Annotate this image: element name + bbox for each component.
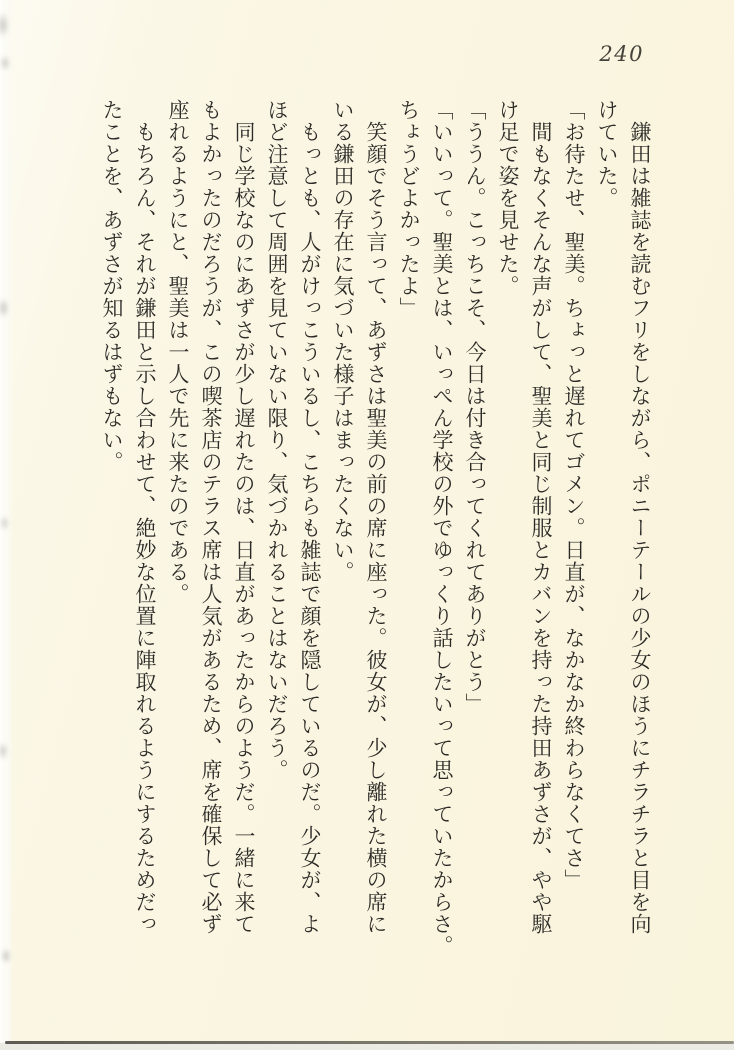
text-column: もっとも、人がけっこういるし、こちらも雑誌で顔を隠しているのだ。少女が、よ [298,121,322,935]
scan-smudge [0,55,10,71]
scan-smudge [0,515,9,531]
scan-smudge [1,948,11,964]
text-column: 「ううん。こっちこそ、今日は付き合ってくれてありがとう」 [463,99,487,715]
book-binding-edge [0,0,13,1050]
scan-smudge [0,742,8,760]
text-column: いる鎌田の存在に気づいた様子はまったくない。 [331,99,355,583]
page-bottom-edge-shadow [5,1041,734,1044]
text-column: 座れるようにと、聖美は一人で先に来たのである。 [166,99,190,605]
text-column: け足で姿を見せた。 [496,99,520,297]
text-column: もよかったのだろうが、この喫茶店のテラス席は人気があるため、席を確保して必ず [199,99,223,935]
text-column: ほど注意して周囲を見ていない限り、気づかれることはないだろう。 [265,99,289,781]
body-text [95,99,656,963]
text-column: 笑顔でそう言って、あずさは聖美の前の席に座った。彼女が、少し離れた横の席に [364,121,388,935]
text-column: 「いいって。聖美とは、いっぺん学校の外でゆっくり話したいって思っていたからさ。 [430,99,454,957]
text-column: ちょうどよかったよ」 [397,99,421,319]
scanner-bed-strip [0,1043,734,1050]
scan-smudge [0,298,9,318]
text-column: 鎌田は雑誌を読むフリをしながら、ポニーテールの少女のほうにチラチラと目を向 [628,121,652,935]
scan-smudge [0,12,9,38]
text-column: けていた。 [595,99,619,209]
page-number: 240 [599,42,644,66]
text-column: 同じ学校なのにあずさが少し遅れたのは、日直があったからのようだ。一緒に来て [232,121,256,935]
text-column: 「お待たせ、聖美。ちょっと遅れてゴメン。日直が、なかなか終わらなくてさ」 [562,99,586,891]
text-column: もちろん、それが鎌田と示し合わせて、絶妙な位置に陣取れるようにするためだっ [133,121,157,935]
text-column: たことを、あずさが知るはずもない。 [100,99,124,473]
text-column: 間もなくそんな声がして、聖美と同じ制服とカバンを持った持田あずさが、やや駆 [529,121,553,935]
